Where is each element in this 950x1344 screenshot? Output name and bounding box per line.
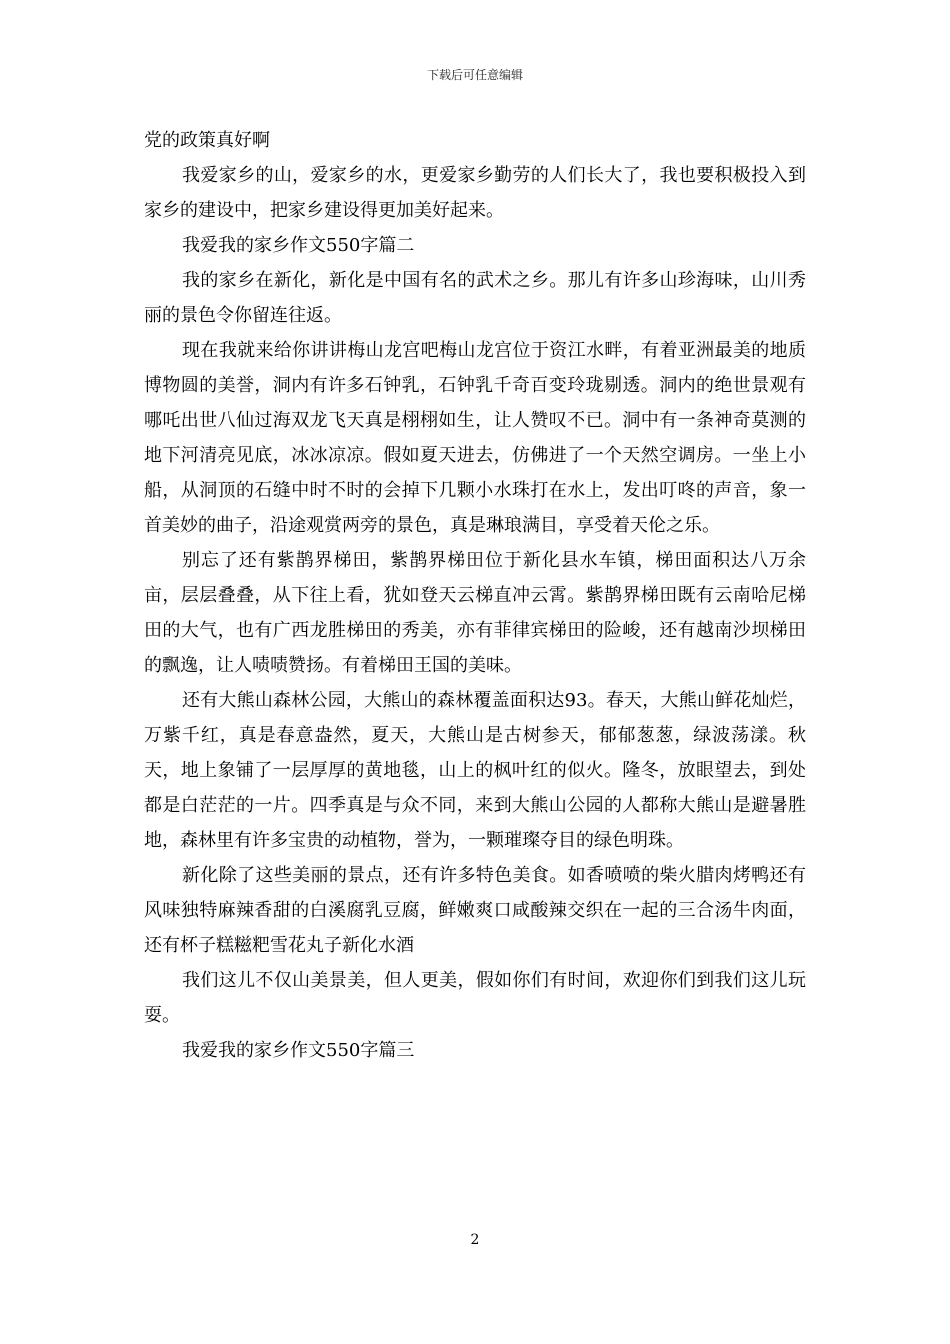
page-header: 下载后可任意编辑: [426, 68, 523, 82]
paragraph: 我们这儿不仅山美景美，但人更美，假如你们有时间，欢迎你们到我们这儿玩耍。: [144, 970, 806, 1026]
paragraph: 新化除了这些美丽的景点，还有许多特色美食。如香喷喷的柴火腊肉烤鸭还有风味独特麻辣香甜的白溪腐乳豆腐，鲜嫩爽口咸酸辣交织在一起的三合汤牛肉面，还有杯子糕糍粑雪花丸子新化水酒: [144, 865, 806, 956]
page-number: 2: [470, 1232, 480, 1248]
paragraph: 还有大熊山森林公园，大熊山的森林覆盖面积达93。春天，大熊山鲜花灿烂，万紫千红，真是春意盎然，夏天，大熊山是古树参天，郁郁葱葱，绿波荡漾。秋天，地上象铺了一层厚厚的黄地毯，山上的枫叶红的似火。隆冬，放眼望去，到处都是白茫茫的一片。四季真是与众不同，来到大熊山公园的人都称大熊山是避暑胜地，森林里有许多宝贵的动植物，誉为，一颗璀璨夺目的绿色明珠。: [144, 690, 806, 851]
paragraph: 别忘了还有紫鹊界梯田，紫鹊界梯田位于新化县水车镇，梯田面积达八万余亩，层层叠叠，从下往上看，犹如登天云梯直冲云霄。紫鹊界梯田既有云南哈尼梯田的大气，也有广西龙胜梯田的秀美，亦有菲律宾梯田的险峻，还有越南沙坝梯田的飘逸，让人啧啧赞扬。有着梯田王国的美味。: [144, 550, 806, 676]
paragraph: 现在我就来给你讲讲梅山龙宫吧梅山龙宫位于资江水畔，有着亚洲最美的地质博物圆的美誉，洞内有许多石钟乳，石钟乳千奇百变玲珑剔透。洞内的绝世景观有哪吒出世八仙过海双龙飞天真是栩栩如生，让人赞叹不已。洞中有一条神奇莫测的地下河清亮见底，冰冰凉凉。假如夏天进去，仿佛进了一个天然空调房。一坐上小船，从洞顶的石缝中时不时的会掉下几颗小水珠打在水上，发出叮咚的声音，象一首美妙的曲子，沿途观赏两旁的景色，真是琳琅满目，享受着天伦之乐。: [144, 340, 806, 536]
paragraph: 党的政策真好啊: [144, 130, 270, 151]
section-heading: 我爱我的家乡作文550字篇三: [182, 1040, 415, 1061]
section-heading: 我爱我的家乡作文550字篇二: [182, 235, 415, 256]
paragraph: 我爱家乡的山，爱家乡的水，更爱家乡勤劳的人们长大了，我也要积极投入到家乡的建设中，把家乡建设得更加美好起来。: [144, 165, 806, 221]
document-body: [144, 123, 806, 1068]
paragraph: 我的家乡在新化，新化是中国有名的武术之乡。那儿有许多山珍海味，山川秀丽的景色令你留连往返。: [144, 270, 806, 326]
